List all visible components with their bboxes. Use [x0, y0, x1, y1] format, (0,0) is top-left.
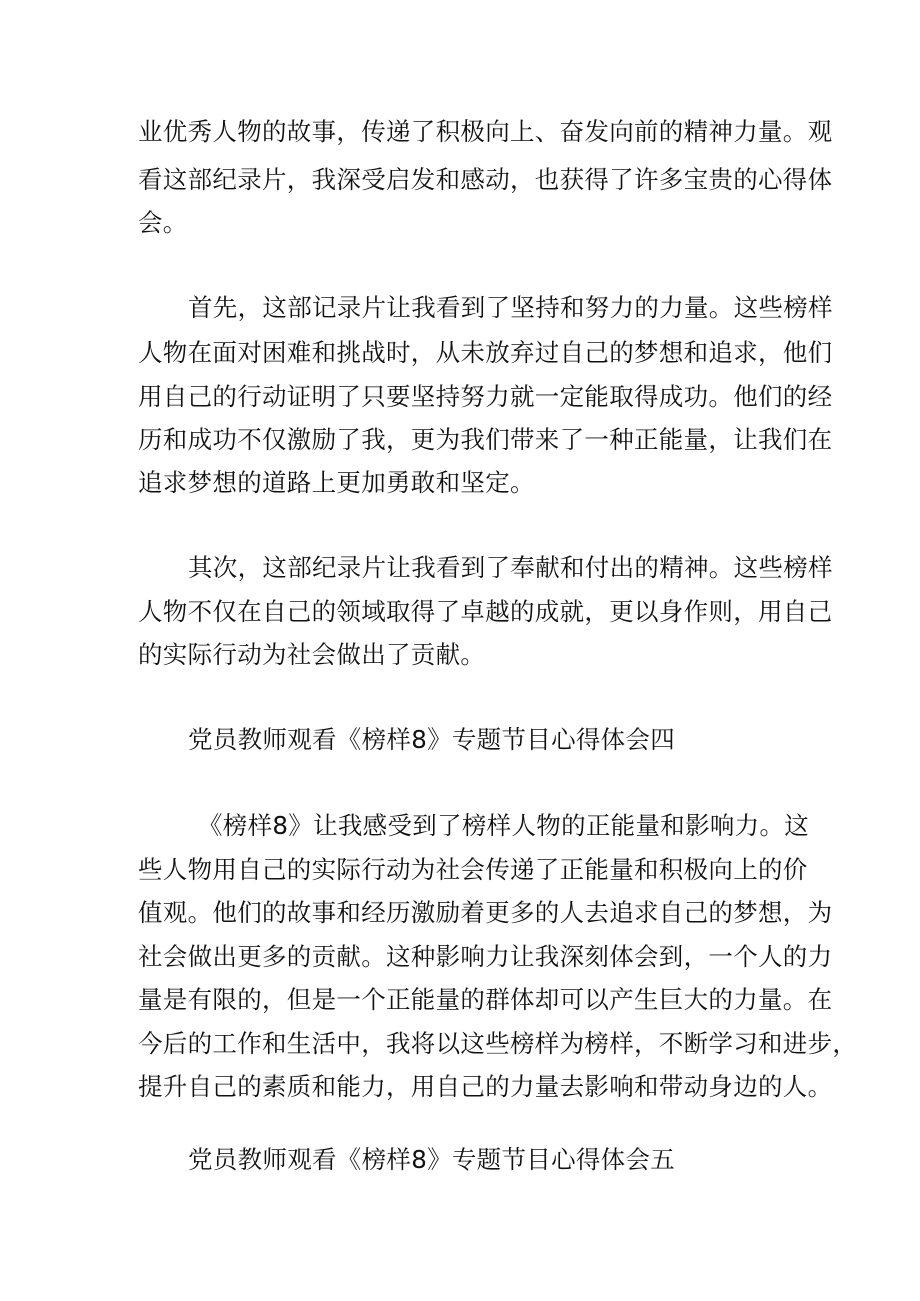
paragraph-5-line-7: 提升自己的素质和能力，用自己的力量去影响和带动身边的人。 — [138, 1072, 833, 1101]
paragraph-2-line-1: 首先，这部记录片让我看到了坚持和努力的力量。这些榜样 — [188, 293, 833, 322]
paragraph-5-line-1: 《榜样8》让我感受到了榜样人物的正能量和影响力。这 — [198, 811, 810, 840]
paragraph-2-line-4: 历和成功不仅激励了我，更为我们带来了一种正能量，让我们在 — [138, 425, 833, 454]
paragraph-2-line-2: 人物在面对困难和挑战时，从未放弃过自己的梦想和追求，他们 — [138, 338, 833, 367]
paragraph-3-line-2: 人物不仅在自己的领域取得了卓越的成就，更以身作则，用自己 — [138, 597, 833, 626]
section-heading-four: 党员教师观看《榜样8》专题节目心得体会四 — [188, 725, 676, 754]
paragraph-2-line-5: 追求梦想的道路上更加勇敢和坚定。 — [138, 468, 535, 497]
paragraph-2-line-3: 用自己的行动证明了只要坚持努力就一定能取得成功。他们的经 — [138, 382, 833, 411]
paragraph-1-line-3: 会。 — [138, 208, 188, 237]
section-heading-five: 党员教师观看《榜样8》专题节目心得体会五 — [188, 1145, 676, 1174]
paragraph-5-line-5: 量是有限的，但是一个正能量的群体却可以产生巨大的力量。在 — [138, 985, 833, 1014]
paragraph-5-line-6: 今后的工作和生活中，我将以这些榜样为榜样，不断学习和进步， — [138, 1029, 858, 1058]
paragraph-5-line-4: 社会做出更多的贡献。这种影响力让我深刻体会到，一个人的力 — [138, 942, 833, 971]
paragraph-5-line-3: 值观。他们的故事和经历激励着更多的人去追求自己的梦想，为 — [138, 898, 833, 927]
paragraph-1-line-2: 看这部纪录片，我深受启发和感动，也获得了许多宝贵的心得体 — [138, 165, 833, 194]
paragraph-1-line-1: 业优秀人物的故事，传递了积极向上、奋发向前的精神力量。观 — [138, 117, 833, 146]
paragraph-3-line-1: 其次，这部纪录片让我看到了奉献和付出的精神。这些榜样 — [188, 553, 833, 582]
paragraph-3-line-3: 的实际行动为社会做出了贡献。 — [138, 640, 486, 669]
paragraph-5-line-2: 些人物用自己的实际行动为社会传递了正能量和积极向上的价 — [138, 855, 808, 884]
